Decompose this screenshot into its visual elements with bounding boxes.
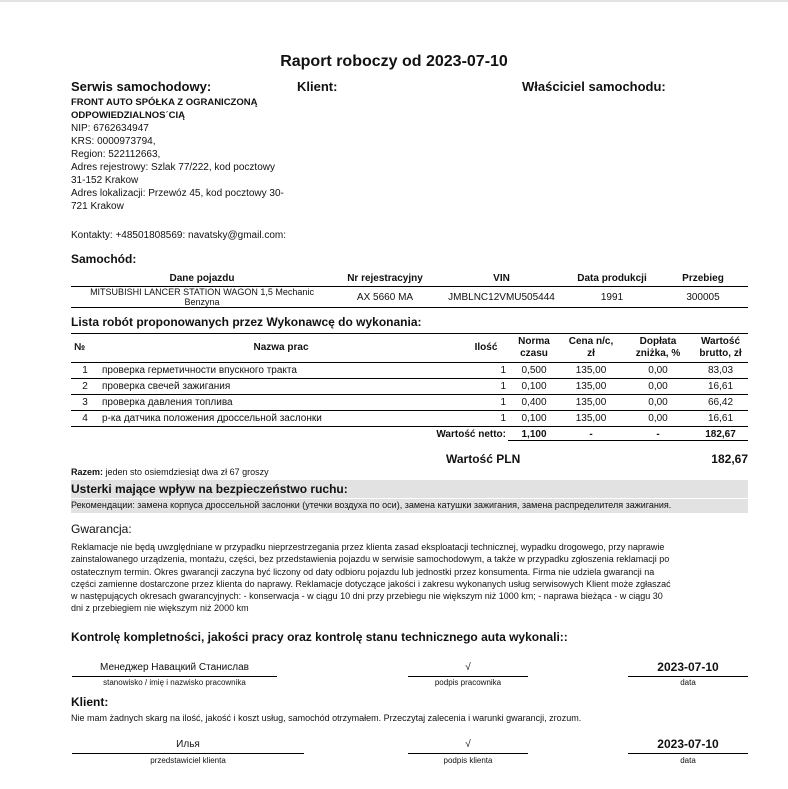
owner-heading: Właściciel samochodu:: [522, 79, 666, 94]
works-table: [71, 333, 748, 442]
row-price: 135,00: [559, 363, 623, 379]
row-disc: 0,00: [623, 363, 693, 379]
row-disc: 0,00: [623, 411, 693, 427]
row-price: 135,00: [559, 411, 623, 427]
vehicle-col-vin: VIN: [437, 270, 566, 287]
razem-line: [71, 467, 269, 477]
works-col-qty: Ilość: [463, 334, 509, 363]
row-gross: 66,42: [693, 395, 748, 411]
table-row: [71, 379, 748, 395]
client-date: 2023-07-10: [657, 737, 719, 751]
safety-text: Рекомендации: замена корпуса дроссельной заслонки (утечки воздуха по оси), замена катушки зажигания, замена распределителя зажигания.: [71, 500, 672, 510]
client-sign-line: [408, 753, 528, 754]
warranty-line: części zamienne dostarczone przez klienta do naprawy. Reklamacje dotyczące jakości i zakresu wykonanych usług serwisowych Klient może zgłaszać: [71, 578, 671, 589]
works-col-norm-2: czasu: [520, 348, 548, 359]
worker-name-line: [72, 676, 277, 677]
warranty-line: Reklamacje nie będą uwzględniane w przypadku nieprzestrzegania przez klienta zasad eksploatacji technicznej, wypadku drogowego, przy naprawie: [71, 542, 665, 552]
client-name-label: przedstawiciel klienta: [150, 756, 226, 765]
client-name-line: [72, 753, 304, 754]
worker-sign: √: [465, 662, 471, 673]
client-sign: √: [465, 739, 471, 750]
row-no: 4: [71, 411, 99, 427]
net-norm: 1,100: [521, 429, 547, 440]
warranty-text: [71, 541, 761, 615]
vehicle-col-mileage: Przebieg: [658, 270, 748, 287]
client-heading-top: Klient:: [297, 79, 338, 94]
row-norm: 0,400: [509, 395, 559, 411]
control-heading: Kontrolę kompletności, jakości pracy oraz kontrolę stanu technicznego auta wykonali::: [71, 630, 568, 644]
service-heading: Serwis samochodowy:: [71, 79, 212, 94]
vehicle-reg: AX 5660 MA: [333, 287, 437, 308]
works-col-price: [559, 334, 623, 363]
service-nip: NIP: 6762634947: [71, 123, 149, 134]
row-norm: 0,100: [509, 379, 559, 395]
vehicle-col-reg: Nr rejestracyjny: [333, 270, 437, 287]
warranty-line: dni z przebiegiem nie większym niż 2000 km: [71, 603, 249, 614]
row-name: проверка герметичности впускного тракта: [99, 363, 463, 379]
worker-sign-line: [408, 676, 528, 677]
works-col-disc-2: zniżka, %: [635, 348, 681, 359]
service-name-line2: ODPOWIEDZIALNOSˊCIĄ: [71, 110, 185, 121]
warranty-line: ostatecznym termin. Okres gwarancji zaczyna być liczony od daty odbioru pojazdu lub jednostki przez konsumenta. Firma nie udziela gwarancji na: [71, 566, 655, 577]
row-qty: 1: [463, 363, 509, 379]
row-name: проверка свечей зажигания: [99, 379, 463, 395]
row-disc: 0,00: [623, 395, 693, 411]
top-border: [0, 0, 788, 2]
warranty-line: zainstalowanego urządzenia, montażu, części, bez przedstawienia pojazdu w serwisie samochodowym, a także w przypadku zgłoszenia reklamacji po: [71, 554, 670, 565]
works-col-gross-2: brutto, zł: [699, 348, 742, 359]
client-date-line: [628, 753, 748, 754]
vehicle-row: [71, 287, 748, 308]
service-addr-reg-1: Adres rejestrowy: Szlak 77/222, kod pocztowy: [71, 162, 275, 173]
works-col-disc: [623, 334, 693, 363]
row-gross: 83,03: [693, 363, 748, 379]
works-col-price-2: zł: [587, 348, 595, 359]
net-label: Wartość netto:: [436, 429, 506, 440]
vehicle-heading: Samochód:: [71, 252, 137, 266]
row-qty: 1: [463, 411, 509, 427]
row-no: 3: [71, 395, 99, 411]
worker-name: Менеджер Навацкий Станислав: [100, 662, 249, 673]
row-gross: 16,61: [693, 379, 748, 395]
net-disc: -: [656, 429, 660, 440]
row-gross: 16,61: [693, 411, 748, 427]
service-krs: KRS: 0000973794,: [71, 136, 156, 147]
row-name: проверка давления топлива: [99, 395, 463, 411]
row-price: 135,00: [559, 379, 623, 395]
row-qty: 1: [463, 379, 509, 395]
vehicle-table: [71, 270, 748, 308]
works-col-norm: [509, 334, 559, 363]
report-title: Raport roboczy od 2023-07-10: [280, 53, 508, 70]
worker-date: 2023-07-10: [657, 660, 719, 674]
worker-date-label: data: [680, 678, 696, 687]
safety-heading: Usterki mające wpływ na bezpieczeństwo ruchu:: [71, 482, 348, 496]
vehicle-col-data: Dane pojazdu: [71, 270, 333, 287]
service-addr-loc-1: Adres lokalizacji: Przewóz 45, kod pocztowy 30-: [71, 188, 284, 199]
vehicle-col-date: Data produkcji: [566, 270, 658, 287]
row-no: 2: [71, 379, 99, 395]
service-addr-reg-2: 31-152 Krakow: [71, 175, 139, 186]
service-contacts: Kontakty: +48501808569: navatsky@gmail.com:: [71, 230, 286, 241]
row-name: р-ка датчика положения дроссельной заслонки: [99, 411, 463, 427]
works-col-norm-1: Norma: [518, 336, 550, 347]
net-price: -: [589, 429, 593, 440]
works-header-row: [71, 334, 748, 363]
vehicle-mileage: 300005: [658, 287, 748, 308]
worker-date-line: [628, 676, 748, 677]
service-name-line1: FRONT AUTO SPÓŁKA Z OGRANICZONĄ: [71, 97, 258, 108]
pln-label: Wartość PLN: [446, 452, 521, 466]
row-qty: 1: [463, 395, 509, 411]
razem-text: jeden sto osiemdziesiąt dwa zł 67 groszy: [105, 467, 269, 477]
vehicle-data: MITSUBISHI LANCER STATION WAGON 1,5 Mechanic Benzyna: [71, 287, 333, 308]
service-region: Region: 522112663,: [71, 149, 161, 160]
client-date-label: data: [680, 756, 696, 765]
works-col-gross: [693, 334, 748, 363]
client-statement: Nie mam żadnych skarg na ilość, jakość i koszt usług, samochód otrzymałem. Przeczytaj zalecenia i warunki gwarancji, zrozum.: [71, 713, 582, 723]
pln-value: 182,67: [711, 452, 748, 466]
client-name: Илья: [176, 739, 200, 750]
works-col-name: Nazwa prac: [99, 334, 463, 363]
worker-sign-label: podpis pracownika: [434, 678, 502, 687]
net-gross: 182,67: [705, 429, 736, 440]
row-norm: 0,500: [509, 363, 559, 379]
table-row: [71, 363, 748, 379]
works-col-gross-1: Wartość: [700, 336, 741, 347]
service-details: [71, 96, 301, 213]
service-addr-loc-2: 721 Krakow: [71, 201, 124, 212]
works-heading: Lista robót proponowanych przez Wykonawcę do wykonania:: [71, 315, 422, 329]
net-underline: [508, 440, 748, 441]
works-col-price-1: Cena n/c,: [568, 336, 614, 347]
warranty-heading: Gwarancja:: [71, 522, 132, 536]
vehicle-header-row: [71, 270, 748, 287]
row-no: 1: [71, 363, 99, 379]
table-row: [71, 395, 748, 411]
row-price: 135,00: [559, 395, 623, 411]
razem-label: Razem:: [71, 467, 104, 477]
works-col-no: №: [71, 334, 99, 363]
vehicle-date: 1991: [566, 287, 658, 308]
works-col-disc-1: Dopłata: [639, 336, 677, 347]
table-row: [71, 411, 748, 427]
client-heading: Klient:: [71, 695, 109, 709]
client-sign-label: podpis klienta: [443, 756, 493, 765]
vehicle-vin: JMBLNC12VMU505444: [437, 287, 566, 308]
row-norm: 0,100: [509, 411, 559, 427]
worker-name-label: stanowisko / imię i nazwisko pracownika: [103, 678, 246, 687]
row-disc: 0,00: [623, 379, 693, 395]
warranty-line: w następujących okresach gwarancyjnych: - konserwacja - w ciągu 10 dni przy przebiegu nie większym niż 1000 km; - naprawa bieżąca - w ciągu 30: [71, 591, 663, 602]
